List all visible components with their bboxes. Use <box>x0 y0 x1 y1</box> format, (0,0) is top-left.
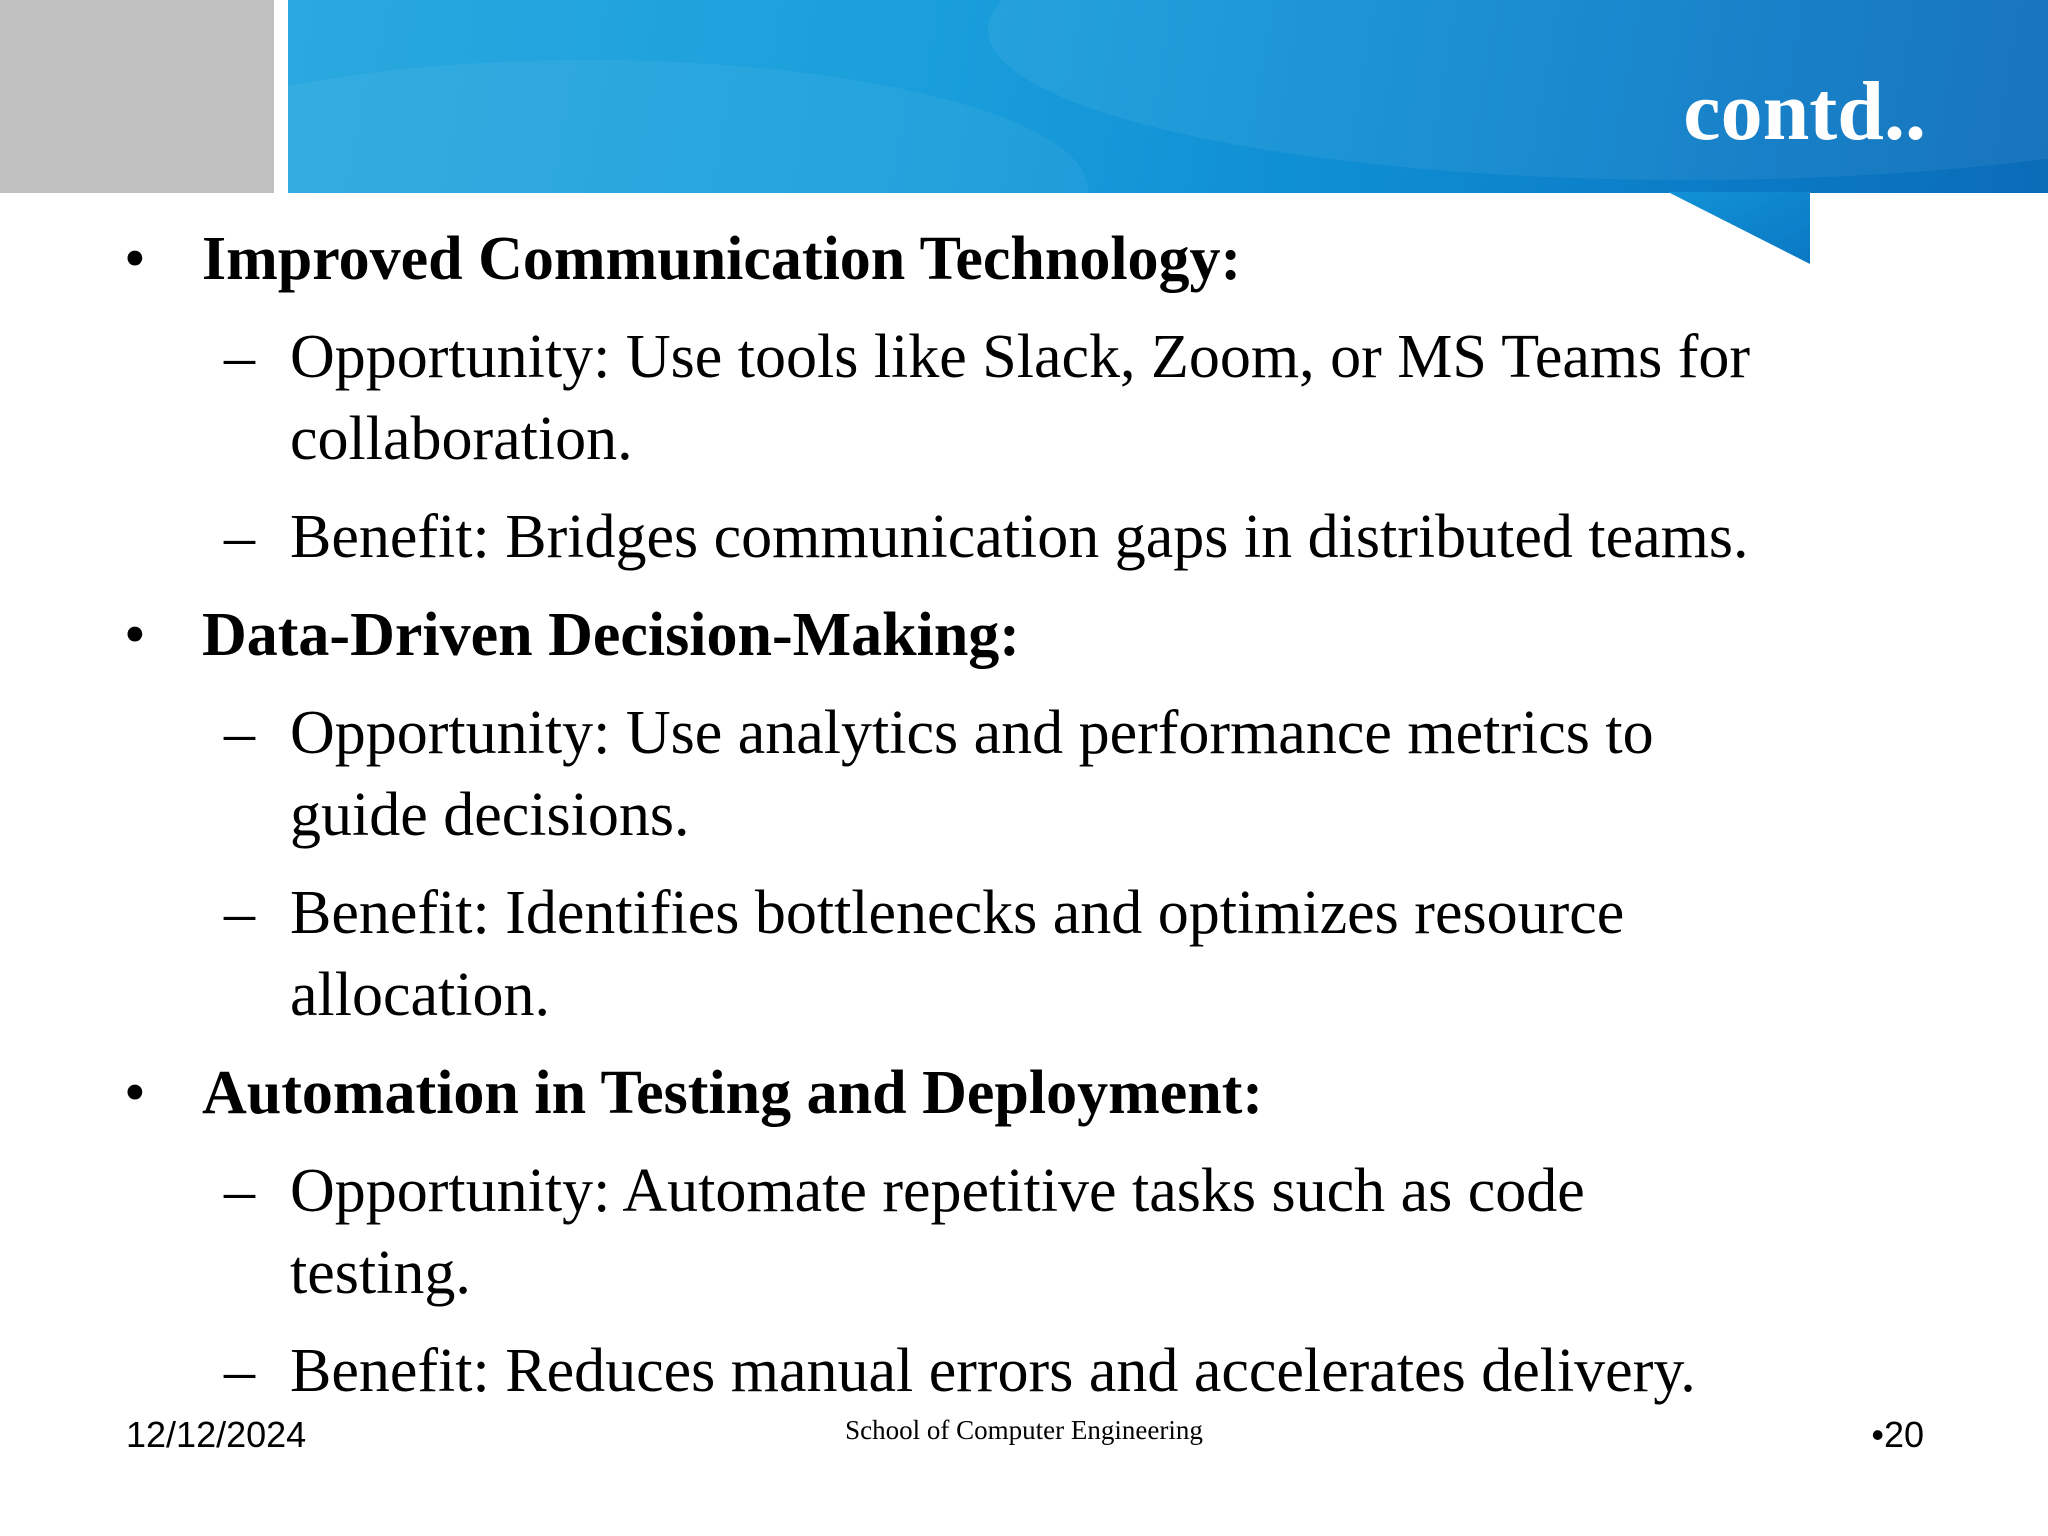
sub-item-data-benefit-continued <box>290 954 550 1036</box>
footer-date: 12/12/2024 <box>126 1414 307 1455</box>
sub-item-text: guide decisions. <box>290 781 690 849</box>
sub-item-text: testing. <box>290 1239 471 1307</box>
section-heading-data-driven <box>124 594 1020 676</box>
dash-icon: – <box>224 503 255 571</box>
sub-item-text: Opportunity: Use tools like Slack, Zoom, or MS Teams for <box>290 323 1750 391</box>
section-heading-text: Improved Communication Technology: <box>202 225 1242 293</box>
sub-item-text: allocation. <box>290 961 550 1029</box>
sub-item-data-benefit <box>224 872 1625 954</box>
sub-item-text: Opportunity: Use analytics and performance metrics to <box>290 699 1654 767</box>
section-heading-text: Data-Driven Decision-Making: <box>202 601 1020 669</box>
sub-item-data-opportunity-continued <box>290 774 690 856</box>
bullet-icon: • <box>124 225 146 293</box>
dash-icon: – <box>224 1157 255 1225</box>
bullet-icon: • <box>124 1059 146 1127</box>
section-heading-automation <box>124 1052 1264 1134</box>
sub-item-text: Benefit: Identifies bottlenecks and optimizes resource <box>290 879 1625 947</box>
sub-item-communication-opportunity-continued <box>290 398 633 480</box>
sub-item-automation-opportunity <box>224 1150 1585 1232</box>
dash-icon: – <box>224 879 255 947</box>
footer-page-number: •20 <box>1871 1414 1924 1455</box>
sub-item-automation-opportunity-continued <box>290 1232 471 1314</box>
sub-item-communication-opportunity <box>224 316 1750 398</box>
dash-icon: – <box>224 323 255 391</box>
sub-item-automation-benefit <box>224 1330 1696 1412</box>
sub-item-communication-benefit <box>224 496 1749 578</box>
dash-icon: – <box>224 699 255 767</box>
slide-title: contd.. <box>1683 65 1926 158</box>
header-swoosh-secondary <box>288 60 1088 193</box>
header-callout-tail <box>1668 192 1810 264</box>
section-heading-text: Automation in Testing and Deployment: <box>202 1059 1264 1127</box>
dash-icon: – <box>224 1337 255 1405</box>
sub-item-text: collaboration. <box>290 405 633 473</box>
bullet-icon: • <box>124 601 146 669</box>
sub-item-text: Opportunity: Automate repetitive tasks such as code <box>290 1157 1585 1225</box>
header-gray-block <box>0 0 274 193</box>
sub-item-text: Benefit: Bridges communication gaps in distributed teams. <box>290 503 1749 571</box>
sub-item-data-opportunity <box>224 692 1654 774</box>
sub-item-text: Benefit: Reduces manual errors and accelerates delivery. <box>290 1337 1696 1405</box>
footer-school-name: School of Computer Engineering <box>845 1415 1203 1445</box>
section-heading-communication <box>124 218 1242 300</box>
